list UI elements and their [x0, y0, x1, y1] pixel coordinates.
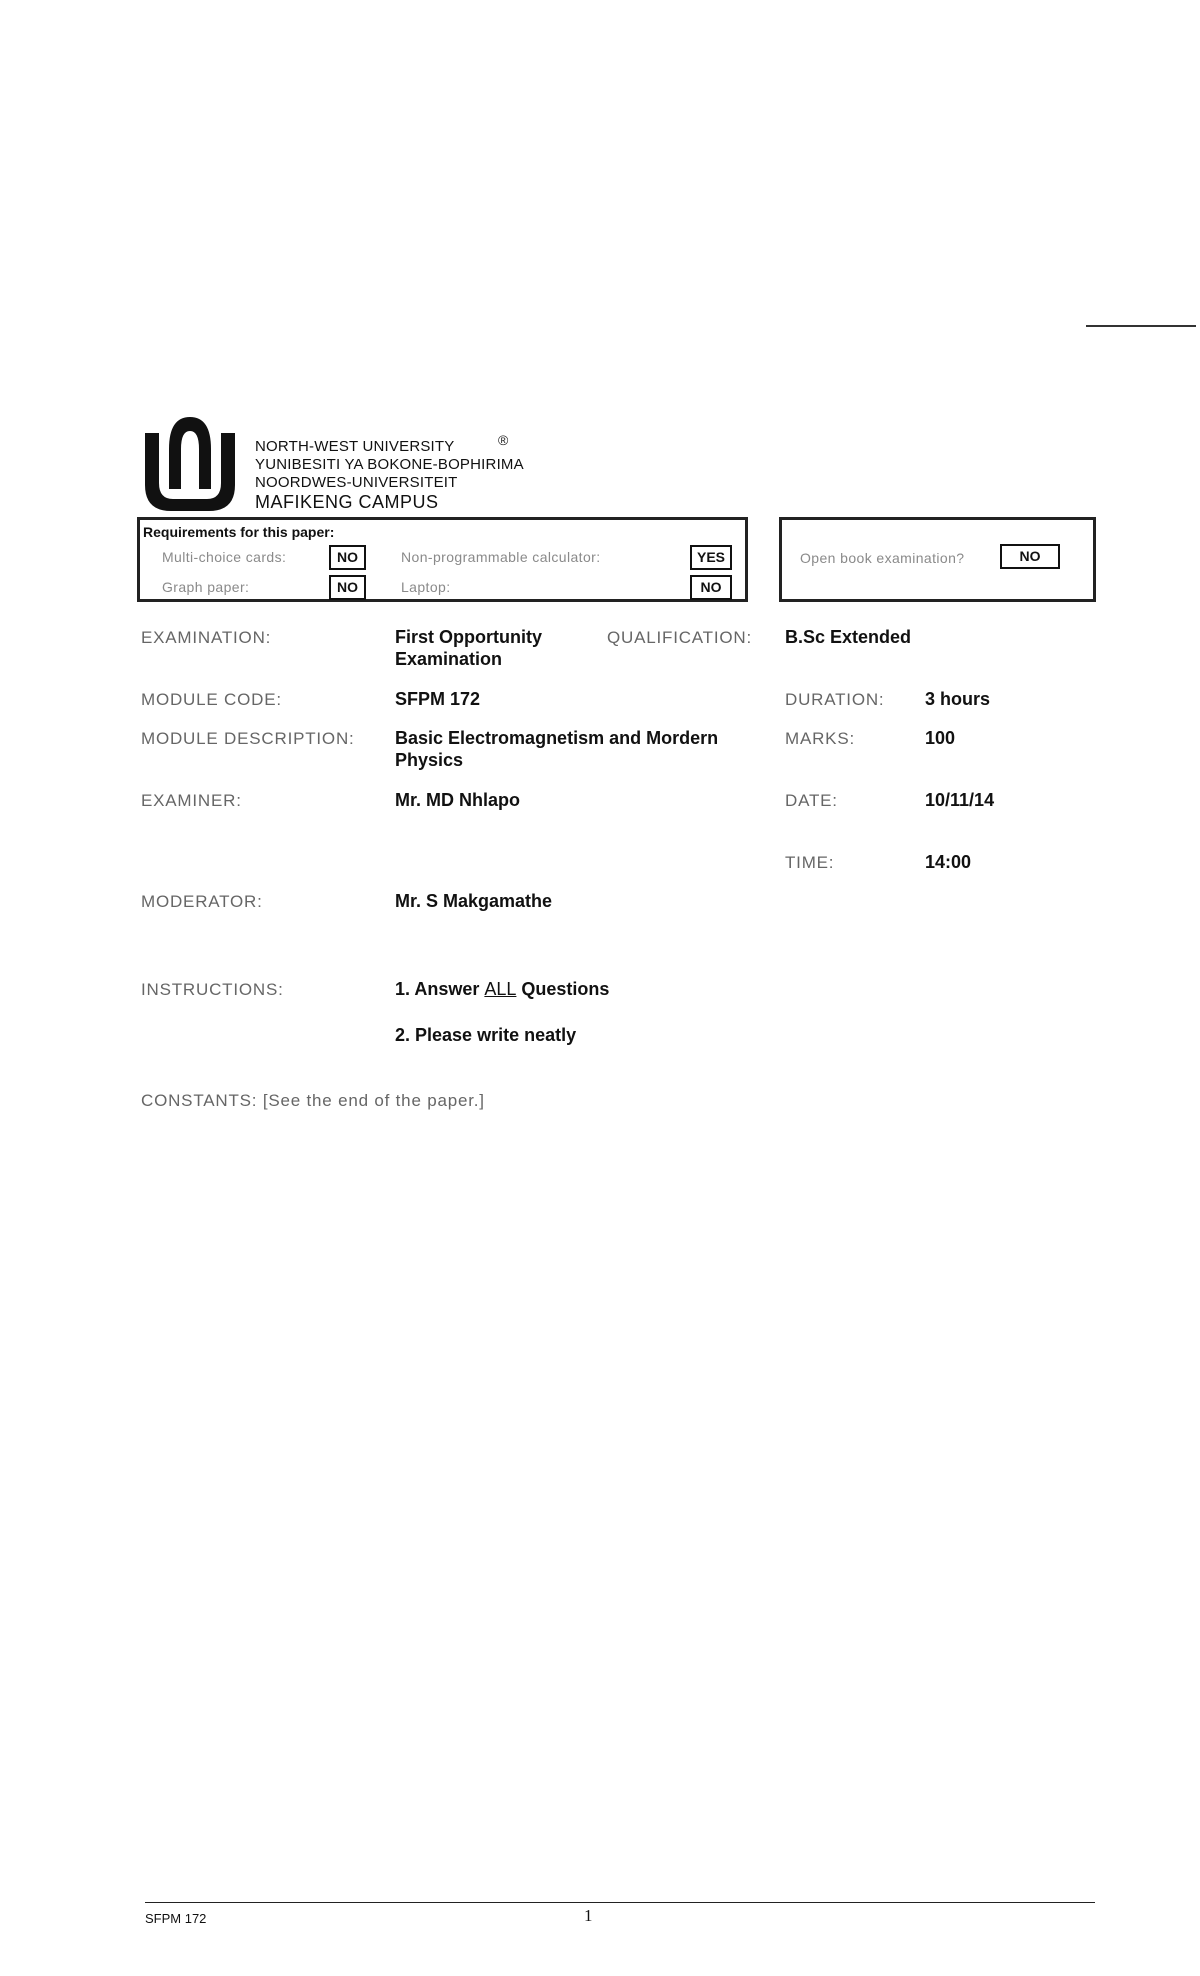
- instruction-1-suffix: Questions: [516, 979, 610, 999]
- examination-value-line2: Examination: [395, 649, 503, 669]
- module-code-value: SFPM 172: [395, 689, 481, 709]
- university-name-setswana: YUNIBESITI YA BOKONE-BOPHIRIMA: [255, 456, 524, 473]
- footer-module-code: SFPM 172: [145, 1911, 207, 1926]
- date-value: 10/11/14: [925, 790, 995, 810]
- time-label: TIME:: [785, 853, 835, 872]
- requirement-answer-multi-choice: NO: [329, 545, 366, 570]
- requirement-label-multi-choice: Multi-choice cards:: [162, 549, 287, 565]
- requirement-answer-calculator: YES: [690, 545, 732, 570]
- requirement-answer-graph-paper: NO: [329, 575, 366, 600]
- module-description-value: [395, 727, 718, 771]
- university-name-english: NORTH-WEST UNIVERSITY: [255, 438, 455, 455]
- requirement-label-graph-paper: Graph paper:: [162, 579, 250, 595]
- marks-value: 100: [925, 728, 956, 748]
- requirement-label-calculator: Non-programmable calculator:: [401, 549, 601, 565]
- duration-label: DURATION:: [785, 690, 885, 709]
- campus-name: MAFIKENG CAMPUS: [255, 492, 439, 512]
- duration-value: 3 hours: [925, 689, 991, 709]
- examiner-label: EXAMINER:: [141, 791, 242, 810]
- examination-value-line1: First Opportunity: [395, 627, 542, 647]
- date-label: DATE:: [785, 791, 838, 810]
- instruction-1-emphasis: ALL: [484, 979, 517, 999]
- module-description-label: MODULE DESCRIPTION:: [141, 729, 355, 748]
- instructions-label: INSTRUCTIONS:: [141, 980, 284, 999]
- university-name-afrikaans: NOORDWES-UNIVERSITEIT: [255, 474, 458, 491]
- examination-value: [395, 626, 542, 670]
- requirements-box: [137, 517, 748, 602]
- open-book-answer: NO: [1000, 544, 1060, 569]
- footer-rule: [145, 1902, 1095, 1903]
- nwu-logo-icon: [137, 413, 243, 515]
- registered-mark: ®: [498, 432, 509, 448]
- moderator-label: MODERATOR:: [141, 892, 263, 911]
- open-book-label: Open book examination?: [800, 550, 965, 566]
- module-code-label: MODULE CODE:: [141, 690, 282, 709]
- constants-note: CONSTANTS: [See the end of the paper.]: [141, 1091, 485, 1110]
- marks-label: MARKS:: [785, 729, 855, 748]
- footer-page-number: 1: [584, 1906, 593, 1925]
- open-book-box: [779, 517, 1096, 602]
- instruction-2: 2. Please write neatly: [395, 1025, 577, 1045]
- university-names: [255, 438, 524, 512]
- qualification-value: B.Sc Extended: [785, 627, 912, 647]
- requirements-title: Requirements for this paper:: [143, 524, 335, 540]
- module-description-line1: Basic Electromagnetism and Mordern: [395, 728, 719, 748]
- module-description-line2: Physics: [395, 750, 464, 770]
- qualification-label: QUALIFICATION:: [607, 628, 753, 647]
- time-value: 14:00: [925, 852, 972, 872]
- instruction-1-prefix: 1. Answer: [395, 979, 485, 999]
- moderator-value: Mr. S Makgamathe: [395, 891, 553, 911]
- examiner-value: Mr. MD Nhlapo: [395, 790, 520, 810]
- instruction-1: [395, 978, 609, 1000]
- requirement-label-laptop: Laptop:: [401, 579, 451, 595]
- requirement-answer-laptop: NO: [690, 575, 732, 600]
- examination-label: EXAMINATION:: [141, 628, 272, 647]
- scan-mark-line: [1086, 325, 1196, 327]
